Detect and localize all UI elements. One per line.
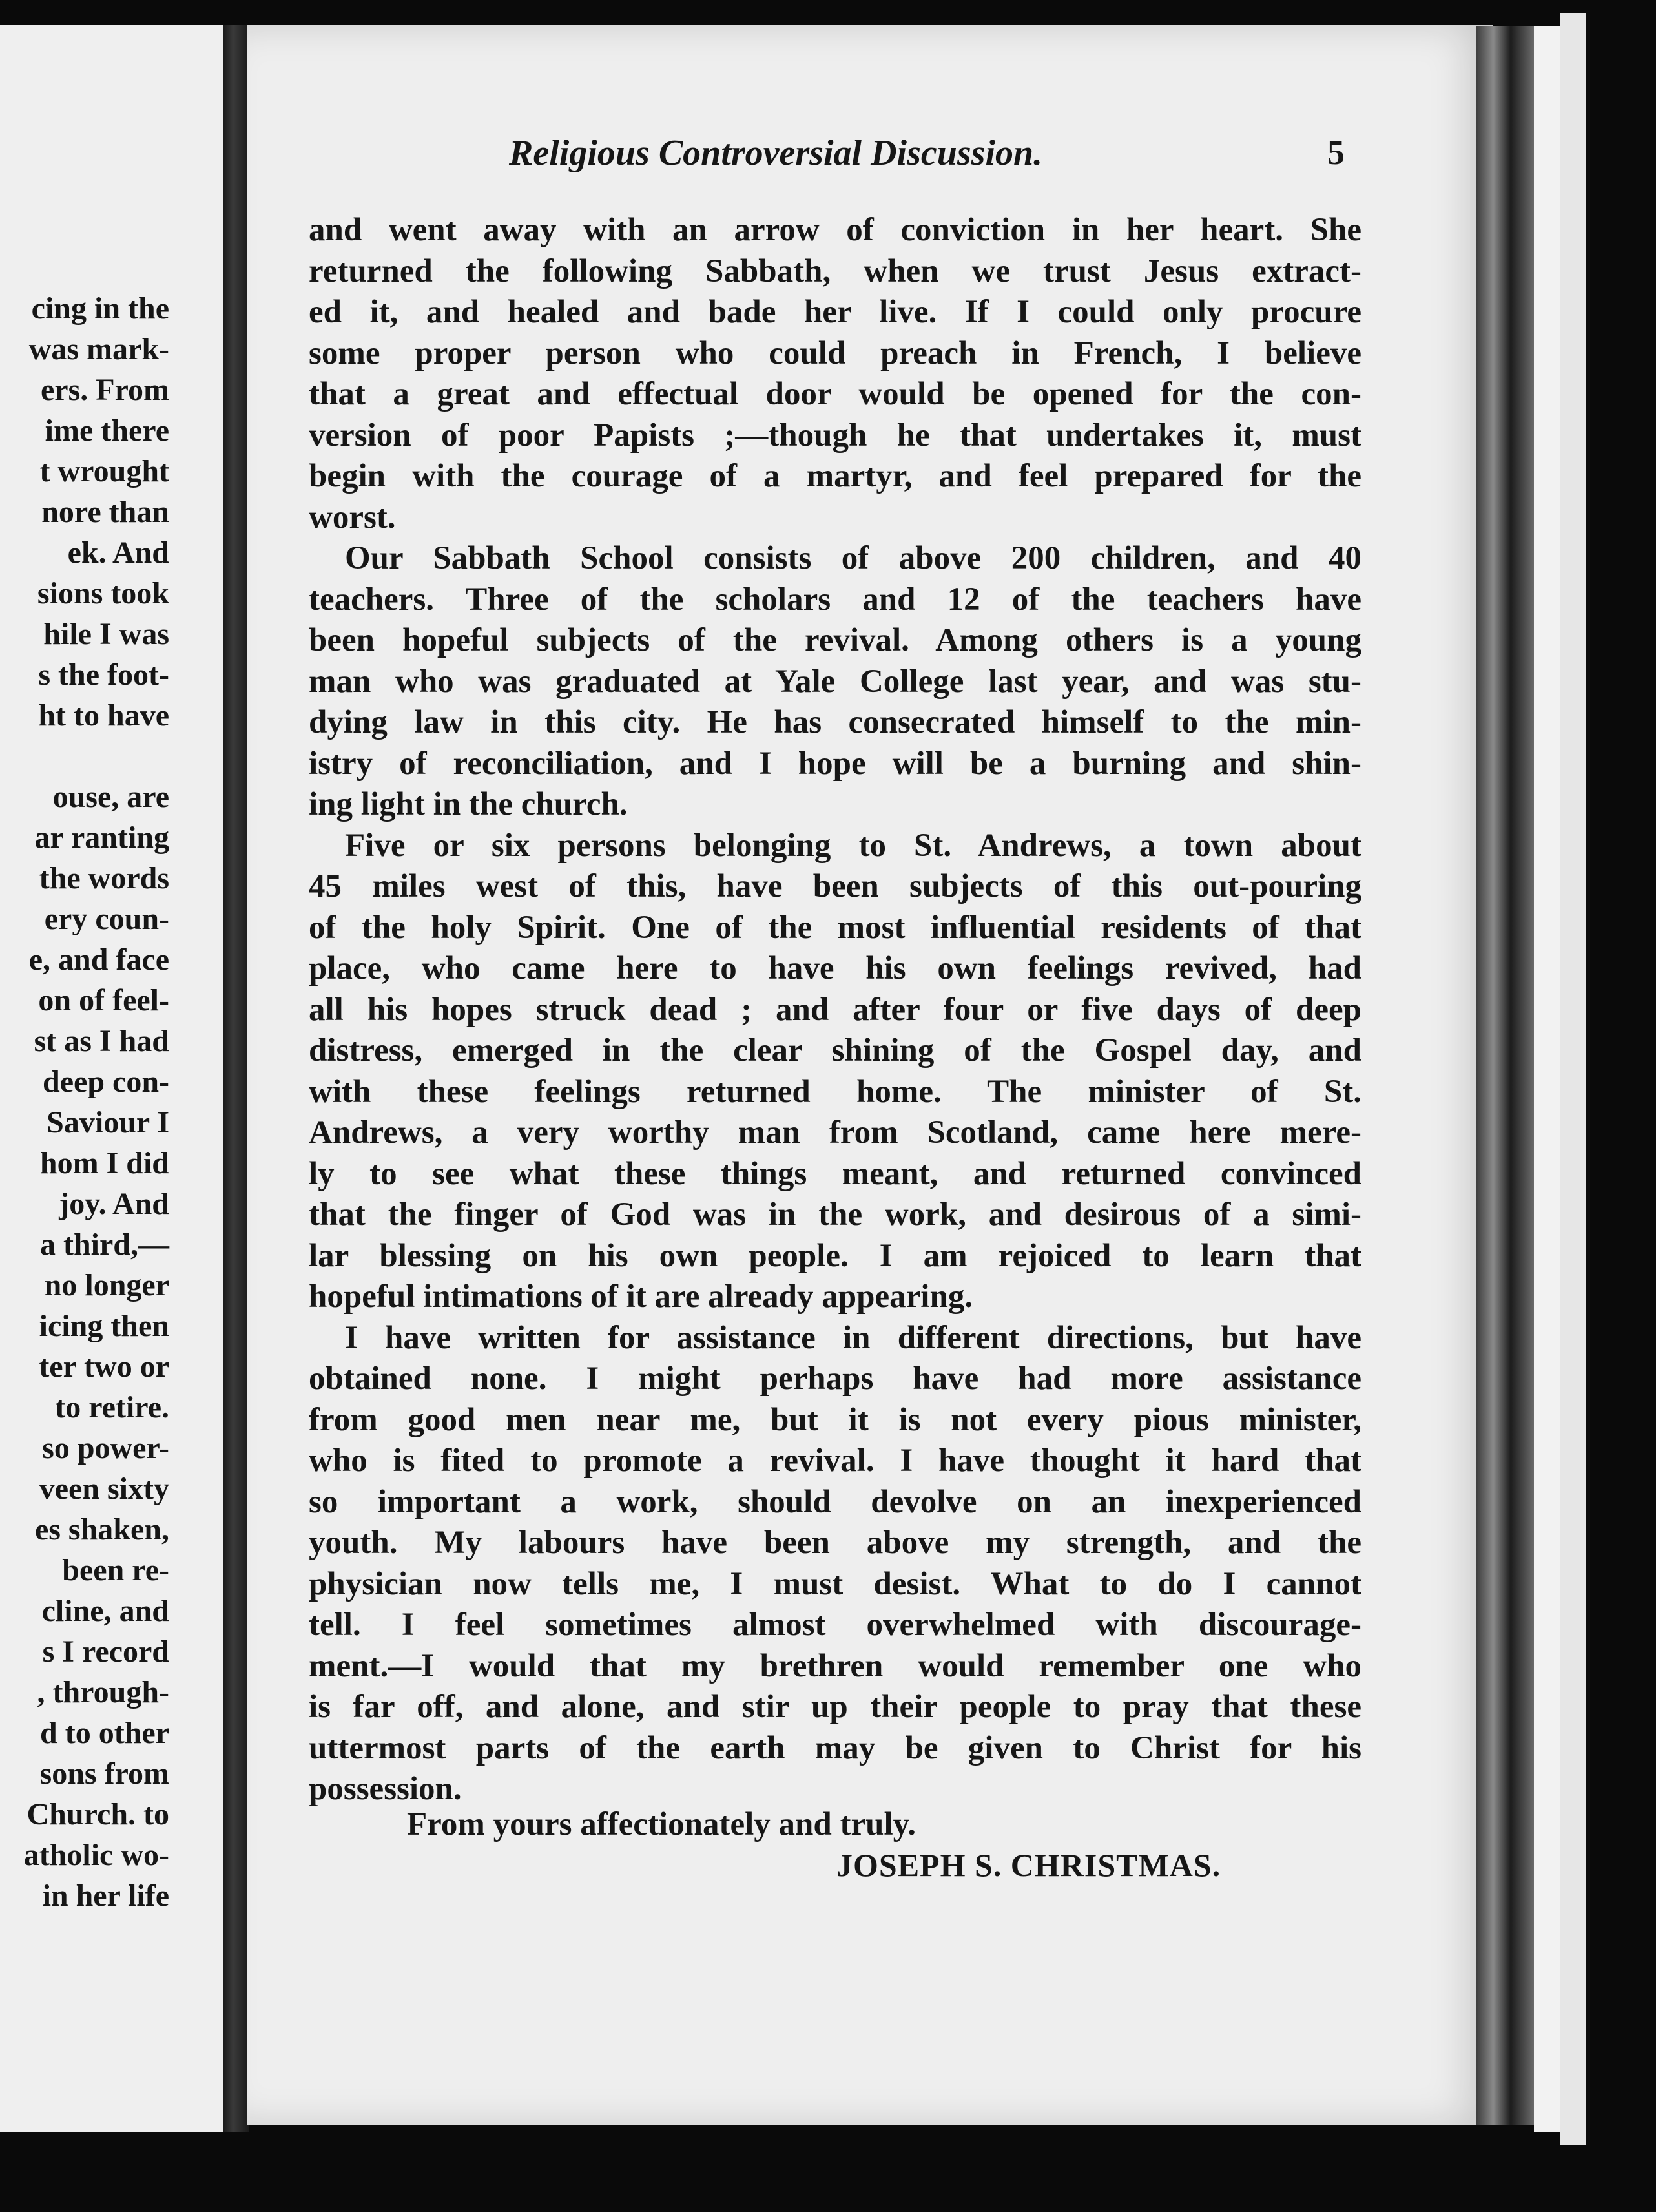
text-line: tell. I feel sometimes almost overwhelmed with discourage- [309,1607,1361,1643]
left-page-line: so power- [42,1431,169,1465]
left-page-line: Saviour I [47,1105,169,1140]
left-page-line: s I record [42,1634,169,1669]
text-line: been hopeful subjects of the revival. Among others is a young [309,622,1361,658]
body-text [309,210,1361,1810]
left-page-line: in her life [42,1879,169,1913]
left-page-line: e, and face [28,943,169,977]
left-page-line: ter two or [39,1350,169,1384]
text-line: lar blessing on his own people. I am rejoiced to learn that [309,1237,1361,1274]
left-page-line: on of feel- [38,983,169,1017]
text-line: uttermost parts of the earth may be given to Christ for his [309,1729,1361,1766]
left-page-line: nore than [41,495,169,529]
text-line: possession. [309,1771,462,1807]
left-page-line: st as I had [34,1024,169,1058]
left-page-line [0,736,169,777]
text-line: worst. [309,499,396,536]
page-edge-light [1534,26,1560,2132]
left-page-line: was mark- [28,332,169,366]
left-page-line: ers. From [40,373,169,407]
text-line: youth. My labours have been above my strength, and the [309,1525,1361,1561]
text-line: istry of reconciliation, and I hope will be a burning and shin- [309,745,1361,782]
page-number: 5 [1327,133,1345,172]
text-line: distress, emerged in the clear shining of the Gospel day, and [309,1032,1361,1069]
text-line: with these feelings returned home. The minister of St. [309,1073,1361,1110]
left-page-line: cline, and [41,1594,169,1628]
left-page-line: ht to have [38,698,169,733]
left-page-line: Church. to [26,1797,169,1831]
running-head: Religious Controversial Discussion. [509,133,1043,173]
left-page-line: , through- [37,1675,169,1709]
text-line: is far off, and alone, and stir up their people to pray that these [309,1689,1361,1725]
book-gutter [223,25,249,2132]
text-line: obtained none. I might perhaps have had more assistance [309,1361,1361,1397]
left-page-line: joy. And [59,1187,169,1221]
text-line: Andrews, a very worthy man from Scotland, came here mere- [309,1114,1361,1151]
left-page-line: t wrought [39,454,169,488]
text-line: dying law in this city. He has consecrated himself to the min- [309,704,1361,740]
text-line: ly to see what these things meant, and returned convinced [309,1155,1361,1192]
text-line: man who was graduated at Yale College last year, and was stu- [309,663,1361,700]
text-line: so important a work, should devolve on an inexperienced [309,1483,1361,1520]
left-page-line: no longer [44,1268,169,1302]
page-edge-outer [1560,13,1586,2145]
left-page-text [0,288,169,1916]
text-line: and went away with an arrow of conviction in her heart. She [309,212,1361,248]
left-page-line: es shaken, [34,1512,169,1547]
left-page-line: sons from [39,1757,169,1791]
left-page-line: ouse, are [52,780,169,814]
text-line: that a great and effectual door would be opened for the con- [309,376,1361,412]
text-line: Our Sabbath School consists of above 200 children, and 40 [345,540,1361,576]
left-page-line: deep con- [43,1065,169,1099]
left-page-line: sions took [37,576,169,610]
text-line: all his hopes struck dead ; and after four or five days of deep [309,991,1361,1028]
text-line: ed it, and healed and bade her live. If I could only procure [309,294,1361,330]
text-line: from good men near me, but it is not every pious minister, [309,1401,1361,1438]
left-page-line: ery coun- [44,902,169,936]
left-page-line: been re- [62,1553,169,1587]
left-page-line: icing then [39,1309,169,1343]
text-line: place, who came here to have his own feelings revived, had [309,950,1361,986]
left-page-line: atholic wo- [23,1838,169,1872]
text-line: version of poor Papists ;—though he that undertakes it, must [309,417,1361,454]
left-page-line: the words [39,861,169,895]
text-line: ment.—I would that my brethren would remember one who [309,1647,1361,1684]
text-line: teachers. Three of the scholars and 12 of the teachers have [309,581,1361,618]
page-edges [1476,26,1534,2125]
left-page-line: d to other [40,1716,169,1750]
left-page-line: ar ranting [34,820,169,855]
letter-closing: From yours affectionately and truly. [407,1806,916,1842]
left-page-line: veen sixty [39,1472,169,1506]
left-page-line: cing in the [31,291,169,326]
left-page-line: hile I was [43,617,169,651]
text-line: hopeful intimations of it are already appearing. [309,1278,973,1315]
text-line: that the finger of God was in the work, and desirous of a simi- [309,1196,1361,1233]
signature: JOSEPH S. CHRISTMAS. [836,1847,1221,1883]
text-line: physician now tells me, I must desist. What to do I cannot [309,1565,1361,1602]
left-page-line: s the foot- [38,658,169,692]
text-line: ing light in the church. [309,786,628,822]
text-line: Five or six persons belonging to St. Andrews, a town about [345,827,1361,864]
text-line: some proper person who could preach in French, I believe [309,335,1361,371]
left-page-line: a third,— [39,1227,169,1262]
text-line: 45 miles west of this, have been subjects of this out-pouring [309,868,1361,904]
left-page-line: to retire. [55,1390,169,1424]
text-line: begin with the courage of a martyr, and feel prepared for the [309,458,1361,494]
text-line: returned the following Sabbath, when we trust Jesus extract- [309,253,1361,289]
left-page-line: ime there [45,413,169,448]
text-line: I have written for assistance in different directions, but have [345,1319,1361,1356]
text-line: of the holy Spirit. One of the most influential residents of that [309,909,1361,946]
text-line: who is fited to promote a revival. I have thought it hard that [309,1443,1361,1479]
left-page-line: ek. And [67,536,169,570]
left-page [0,25,227,2132]
left-page-line: hom I did [39,1146,169,1180]
